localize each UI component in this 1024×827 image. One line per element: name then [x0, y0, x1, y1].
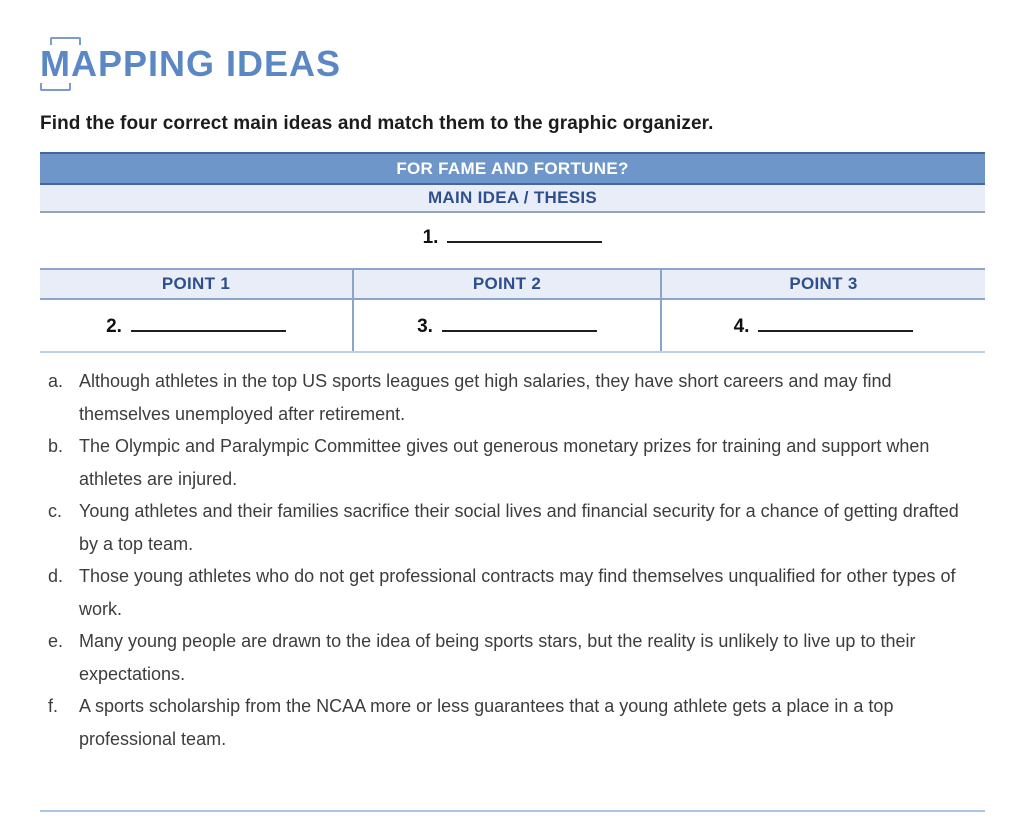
main-idea-blank-row: [40, 213, 985, 268]
option-letter: f.: [48, 696, 59, 716]
bottom-divider: [40, 810, 985, 812]
point-2-blank-number: 3.: [417, 316, 433, 337]
option-letter: b.: [48, 436, 64, 456]
organizer-title: FOR FAME AND FORTUNE?: [396, 158, 629, 178]
points-blank-row: [40, 300, 985, 353]
option-item-a[interactable]: [48, 365, 980, 430]
option-letter: d.: [48, 566, 64, 586]
organizer-subtitle: MAIN IDEA / THESIS: [427, 188, 598, 207]
main-idea-answer-blank[interactable]: [447, 237, 602, 243]
main-idea-blank-number: 1.: [422, 227, 439, 248]
worksheet-page: [0, 43, 1024, 827]
option-item-b[interactable]: [48, 430, 980, 495]
option-text: Many young people are drawn to the idea of being sports stars, but the reality is unlikely to live up to their expectations.: [79, 631, 916, 684]
page-title: MAPPING IDEAS: [40, 43, 342, 84]
option-item-d[interactable]: [48, 560, 980, 625]
options-list: [40, 365, 980, 755]
option-letter: e.: [48, 631, 64, 651]
option-text: The Olympic and Paralympic Committee gives out generous monetary prizes for training and support when athletes are injured.: [79, 436, 930, 489]
point-2-header: POINT 2: [352, 270, 660, 298]
point-3-blank-cell: [660, 300, 985, 351]
option-text: A sports scholarship from the NCAA more or less guarantees that a young athlete gets a place in a top professional team.: [79, 696, 894, 749]
organizer-subtitle-row: [40, 185, 985, 213]
mapping-bracket-bottom-icon: [40, 83, 71, 91]
option-item-e[interactable]: [48, 625, 980, 690]
instruction-text: Find the four correct main ideas and match them to the graphic organizer.: [40, 113, 714, 134]
option-item-c[interactable]: [48, 495, 980, 560]
point-2-blank-cell: [352, 300, 660, 351]
point-1-blank-number: 2.: [106, 316, 122, 337]
point-1-header: POINT 1: [161, 274, 231, 293]
organizer-title-row: [40, 152, 985, 185]
option-text: Those young athletes who do not get professional contracts may find themselves unqualified for other types of work.: [79, 566, 956, 619]
point-3-header: POINT 3: [660, 270, 985, 298]
option-letter: c.: [48, 501, 63, 521]
graphic-organizer: [40, 152, 985, 353]
page-header: [40, 43, 342, 84]
option-text: Young athletes and their families sacrifice their social lives and financial security for a chance of getting drafted by a top team.: [79, 501, 959, 554]
option-letter: a.: [48, 371, 64, 391]
points-header-row: [40, 268, 985, 300]
option-item-f[interactable]: [48, 690, 980, 755]
point-1-answer-blank[interactable]: [131, 326, 286, 332]
point-3-blank-number: 4.: [733, 316, 750, 337]
point-2-answer-blank[interactable]: [442, 326, 597, 332]
point-3-answer-blank[interactable]: [758, 326, 913, 332]
point-1-blank-cell: [40, 300, 352, 351]
option-text: Although athletes in the top US sports leagues get high salaries, they have short careers and may find themselves unemployed after retirement.: [79, 371, 892, 424]
